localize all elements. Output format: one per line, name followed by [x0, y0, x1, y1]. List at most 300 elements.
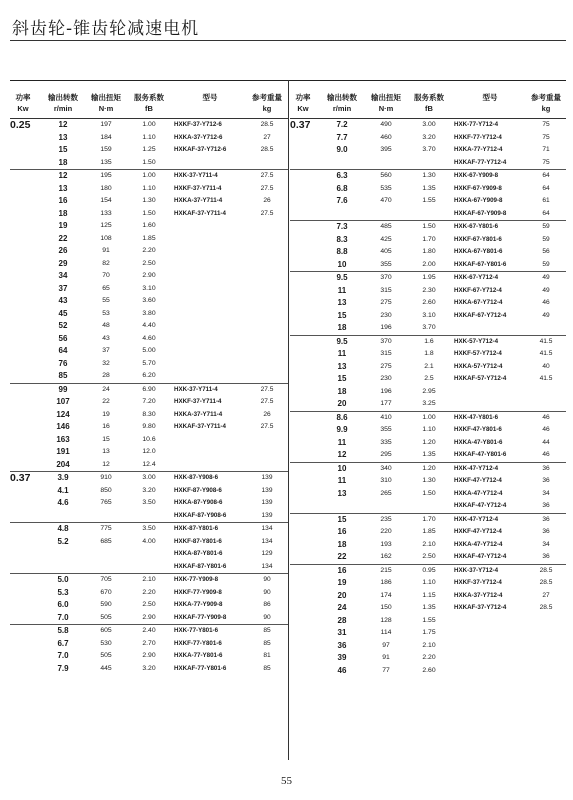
weight-cell: 90: [263, 576, 271, 583]
table-row: [290, 169, 566, 183]
model-cell: HXK-67-Y801-6: [454, 223, 499, 230]
torque-cell: 22: [102, 398, 110, 405]
speed-cell: 15: [58, 145, 68, 154]
model-cell: HXKA-87-Y908-6: [174, 499, 223, 506]
header-model: [174, 92, 246, 103]
torque-cell: 560: [380, 172, 392, 179]
service-factor-cell: 3.00: [422, 121, 436, 128]
speed-cell: 18: [337, 323, 347, 332]
model-cell: HXKAF-77-Y909-8: [174, 613, 227, 621]
model-cell: HXKF-87-Y801-6: [174, 537, 222, 545]
weight-cell: 86: [263, 601, 271, 608]
torque-cell: 215: [380, 566, 392, 574]
torque-cell: 135: [100, 158, 112, 166]
service-factor-cell: 1.35: [422, 451, 436, 458]
header-label: 功率: [295, 93, 311, 102]
table-row: [290, 590, 566, 603]
speed-cell: 15: [337, 310, 347, 320]
table-row: [290, 310, 566, 323]
weight-cell: 49: [542, 274, 550, 281]
weight-cell: 139: [261, 486, 273, 494]
table-row: [290, 665, 566, 678]
speed-cell: 15: [337, 374, 347, 383]
speed-cell: 31: [337, 628, 347, 637]
speed-cell: 18: [58, 208, 68, 218]
torque-cell: 340: [380, 464, 392, 472]
speed-cell: 20: [337, 590, 347, 600]
weight-cell: 28.5: [260, 146, 274, 153]
weight-cell: 85: [263, 639, 271, 647]
table-row: [290, 386, 566, 399]
weight-cell: 36: [542, 464, 550, 472]
header-unit: fB: [145, 104, 153, 113]
model-cell: HXK-37-Y711-4: [174, 385, 218, 393]
speed-cell: 99: [58, 384, 68, 394]
header-unit: r/min: [53, 104, 73, 113]
speed-cell: 85: [58, 371, 68, 380]
service-factor-cell: 6.20: [142, 372, 156, 379]
header-unit: fB: [425, 104, 433, 113]
torque-cell: 91: [382, 654, 390, 661]
table-row: [10, 471, 288, 485]
table-row: [290, 602, 566, 615]
speed-cell: 46: [337, 665, 347, 675]
torque-cell: 410: [380, 413, 392, 421]
service-factor-cell: 1.6: [424, 337, 434, 345]
torque-cell: 275: [380, 299, 392, 306]
table-row: [10, 485, 288, 498]
weight-cell: 36: [542, 528, 550, 535]
torque-cell: 220: [380, 528, 392, 535]
torque-cell: 13: [102, 448, 110, 455]
speed-cell: 19: [58, 221, 68, 230]
header-speed: [320, 92, 364, 114]
weight-cell: 134: [261, 525, 273, 532]
weight-cell: 56: [542, 248, 550, 255]
service-factor-cell: 2.50: [142, 601, 156, 608]
service-factor-cell: 1.85: [142, 234, 156, 242]
speed-cell: 4.6: [57, 498, 69, 507]
torque-cell: 108: [100, 234, 112, 242]
service-factor-cell: 2.60: [422, 299, 436, 306]
torque-cell: 490: [380, 121, 392, 128]
service-factor-cell: 1.50: [422, 489, 436, 497]
speed-cell: 163: [56, 434, 70, 444]
weight-cell: 49: [542, 286, 550, 294]
weight-cell: 90: [263, 588, 271, 596]
weight-cell: 27.5: [260, 172, 274, 179]
table-row: [10, 370, 288, 383]
speed-cell: 16: [337, 527, 347, 536]
service-factor-cell: 1.60: [142, 222, 156, 229]
table-row: [10, 132, 288, 145]
model-cell: HXK-87-Y801-6: [174, 525, 219, 532]
torque-cell: 196: [380, 387, 392, 395]
torque-cell: 445: [100, 664, 112, 672]
speed-cell: 5.0: [57, 575, 69, 584]
torque-cell: 133: [100, 209, 112, 217]
model-cell: HXKA-67-Y909-8: [454, 197, 503, 204]
table-row: [290, 373, 566, 386]
service-factor-cell: 6.90: [142, 385, 156, 393]
service-factor-cell: 1.00: [422, 413, 436, 421]
speed-cell: 18: [337, 539, 347, 549]
model-cell: HXK-47-Y801-6: [454, 413, 499, 421]
speed-cell: 18: [58, 157, 68, 167]
header-model: [454, 92, 526, 103]
header-label: 服务系数: [414, 93, 444, 102]
service-factor-cell: 3.20: [422, 133, 436, 141]
table-body: [10, 119, 288, 675]
model-cell: HXKA-77-Y801-6: [174, 652, 223, 659]
service-factor-cell: 3.60: [142, 297, 156, 304]
model-cell: HXKF-67-Y801-6: [454, 235, 502, 243]
model-cell: HXK-67-Y909-8: [454, 172, 499, 179]
torque-cell: 154: [100, 197, 112, 204]
torque-cell: 19: [102, 410, 110, 418]
weight-cell: 28.5: [539, 604, 553, 611]
torque-cell: 174: [380, 591, 392, 599]
table-row: [10, 270, 288, 283]
speed-cell: 191: [56, 447, 70, 456]
table-row: [10, 233, 288, 246]
page-title: 斜齿轮-锥齿轮减速电机: [12, 19, 200, 39]
table-row: [10, 587, 288, 600]
weight-cell: 46: [542, 451, 550, 458]
speed-cell: 5.8: [57, 626, 69, 635]
table-row: [290, 335, 566, 349]
header-power: [10, 92, 36, 114]
torque-cell: 425: [380, 235, 392, 243]
speed-cell: 8.8: [336, 247, 348, 256]
speed-cell: 11: [337, 349, 347, 358]
weight-cell: 41.5: [539, 337, 553, 345]
speed-cell: 39: [337, 653, 347, 662]
model-cell: HXKA-37-Y711-4: [174, 410, 223, 418]
model-cell: HXKAF-37-Y711-4: [174, 209, 226, 217]
weight-cell: 27.5: [260, 184, 274, 192]
weight-cell: 75: [542, 121, 550, 128]
torque-cell: 705: [100, 576, 112, 583]
torque-cell: 775: [100, 525, 112, 532]
table-row: [10, 522, 288, 536]
service-factor-cell: 1.55: [422, 197, 436, 204]
speed-cell: 11: [337, 476, 347, 485]
model-cell: HXK-47-Y712-4: [454, 464, 499, 472]
torque-cell: 180: [100, 184, 112, 192]
weight-cell: 75: [542, 133, 550, 141]
model-cell: HXKA-67-Y801-6: [454, 248, 503, 255]
torque-cell: 275: [380, 362, 392, 370]
service-factor-cell: 12.0: [142, 448, 156, 455]
model-cell: HXKAF-47-Y712-4: [454, 502, 507, 509]
speed-cell: 19: [337, 578, 347, 587]
table-row: [10, 573, 288, 587]
speed-cell: 9.9: [336, 425, 348, 434]
torque-cell: 505: [100, 613, 112, 621]
table-row: [290, 183, 566, 196]
table-row: [10, 245, 288, 258]
model-cell: HXKA-47-Y801-6: [454, 438, 503, 446]
weight-cell: 26: [263, 410, 271, 418]
torque-cell: 55: [102, 297, 110, 304]
torque-cell: 505: [100, 652, 112, 659]
weight-cell: 134: [261, 562, 273, 570]
torque-cell: 530: [100, 639, 112, 647]
table-body: [290, 119, 566, 677]
model-cell: HXKAF-47-Y712-4: [454, 553, 507, 560]
model-cell: HXKF-67-Y909-8: [454, 184, 502, 192]
header-label: 型号: [202, 93, 218, 102]
torque-cell: 37: [102, 347, 110, 354]
weight-cell: 28.5: [539, 566, 553, 574]
weight-cell: 90: [263, 613, 271, 621]
model-cell: HXKF-57-Y712-4: [454, 350, 502, 357]
service-factor-cell: 2.70: [142, 639, 156, 647]
model-cell: HXKF-47-Y801-6: [454, 426, 502, 433]
service-factor-cell: 1.10: [422, 579, 436, 586]
table-row: [10, 624, 288, 638]
table-row: [290, 322, 566, 335]
torque-cell: 16: [102, 423, 110, 430]
service-factor-cell: 1.35: [422, 604, 436, 611]
table-row: [290, 615, 566, 628]
torque-cell: 405: [380, 248, 392, 255]
page-number: 55: [281, 775, 292, 787]
header-label: 输出扭矩: [371, 93, 401, 102]
service-factor-cell: 3.50: [142, 525, 156, 532]
table-row: [10, 459, 288, 472]
service-factor-cell: 3.70: [422, 146, 436, 153]
table-row: [10, 183, 288, 196]
table-row: [10, 195, 288, 208]
speed-cell: 4.1: [57, 485, 69, 495]
table-row: [10, 548, 288, 561]
speed-cell: 28: [337, 615, 347, 625]
speed-cell: 6.3: [336, 171, 348, 180]
speed-cell: 204: [56, 459, 70, 469]
service-factor-cell: 8.30: [142, 410, 156, 418]
speed-cell: 12: [337, 450, 347, 459]
service-factor-cell: 2.50: [142, 259, 156, 267]
speed-cell: 7.0: [57, 612, 69, 622]
header-speed: [40, 92, 86, 114]
table-row: [10, 383, 288, 397]
speed-cell: 146: [56, 422, 70, 431]
table-row: [290, 652, 566, 665]
model-cell: HXKAF-47-Y801-6: [454, 451, 507, 458]
speed-cell: 7.0: [57, 651, 69, 660]
speed-cell: 6.8: [336, 183, 348, 193]
table-row: [290, 449, 566, 462]
title-underline: [10, 40, 566, 41]
service-factor-cell: 1.50: [142, 209, 156, 217]
table-row: [290, 551, 566, 564]
torque-cell: 24: [102, 385, 110, 393]
service-factor-cell: 2.90: [142, 272, 156, 279]
service-factor-cell: 1.10: [142, 133, 156, 141]
table-row: [290, 157, 566, 170]
service-factor-cell: 1.20: [422, 464, 436, 472]
torque-cell: 590: [100, 601, 112, 608]
speed-cell: 43: [58, 296, 68, 305]
torque-cell: 535: [380, 184, 392, 192]
service-factor-cell: 12.4: [142, 460, 156, 468]
torque-cell: 65: [102, 284, 110, 292]
table-row: [290, 119, 566, 132]
speed-cell: 7.2: [336, 120, 348, 129]
speed-cell: 34: [58, 271, 68, 280]
torque-cell: 370: [380, 337, 392, 345]
weight-cell: 64: [542, 172, 550, 179]
torque-cell: 315: [380, 286, 392, 294]
header-unit: kg: [541, 104, 551, 113]
speed-cell: 7.6: [336, 196, 348, 205]
power-cell: 0.37: [290, 119, 311, 131]
model-cell: HXKA-37-Y712-6: [174, 133, 223, 141]
speed-cell: 64: [58, 346, 68, 355]
speed-cell: 12: [58, 120, 68, 129]
torque-cell: 765: [100, 499, 112, 506]
service-factor-cell: 1.10: [422, 426, 436, 433]
table-row: [10, 409, 288, 422]
table-row: [10, 345, 288, 358]
model-cell: HXKA-77-Y712-4: [454, 146, 503, 153]
table-row: [10, 650, 288, 663]
header-torque: [366, 92, 406, 114]
table-row: [290, 411, 566, 425]
torque-cell: 230: [380, 311, 392, 319]
table-row: [290, 539, 566, 552]
torque-cell: 685: [100, 537, 112, 545]
weight-cell: 139: [261, 499, 273, 506]
model-cell: HXKA-37-Y711-4: [174, 197, 223, 204]
speed-cell: 76: [58, 358, 68, 368]
service-factor-cell: 3.80: [142, 309, 156, 317]
table-row: [10, 320, 288, 333]
torque-cell: 335: [380, 438, 392, 446]
model-cell: HXKAF-87-Y908-6: [174, 511, 227, 519]
service-factor-cell: 3.10: [142, 284, 156, 292]
service-factor-cell: 1.85: [422, 528, 436, 535]
speed-cell: 22: [337, 552, 347, 561]
service-factor-cell: 2.90: [142, 613, 156, 621]
header-label: 型号: [482, 93, 498, 102]
header-label: 功率: [15, 93, 31, 102]
service-factor-cell: 1.00: [142, 121, 156, 128]
weight-cell: 46: [542, 413, 550, 421]
table-row: [10, 536, 288, 549]
service-factor-cell: 1.55: [422, 616, 436, 624]
torque-cell: 162: [380, 553, 392, 560]
model-cell: HXK-87-Y908-6: [174, 474, 219, 481]
speed-cell: 3.9: [57, 473, 69, 482]
model-cell: HXKA-37-Y712-4: [454, 591, 503, 599]
header-weight: [528, 92, 564, 114]
table-row: [10, 663, 288, 676]
torque-cell: 315: [380, 350, 392, 357]
weight-cell: 64: [542, 184, 550, 192]
table-row: [290, 259, 566, 272]
model-cell: HXK-37-Y711-4: [174, 172, 218, 179]
torque-cell: 70: [102, 272, 110, 279]
model-cell: HXKA-87-Y801-6: [174, 550, 223, 557]
table-row: [10, 599, 288, 612]
speed-cell: 20: [337, 399, 347, 408]
weight-cell: 34: [542, 489, 550, 497]
table-row: [10, 220, 288, 233]
model-cell: HXKF-37-Y711-4: [174, 184, 222, 192]
weight-cell: 34: [542, 540, 550, 548]
table-row: [290, 437, 566, 450]
torque-cell: 605: [100, 627, 112, 634]
speed-cell: 11: [337, 437, 347, 447]
weight-cell: 75: [542, 158, 550, 166]
table-row: [290, 144, 566, 157]
model-cell: HXK-57-Y712-4: [454, 337, 499, 345]
speed-cell: 16: [58, 196, 68, 205]
service-factor-cell: 1.30: [142, 197, 156, 204]
model-cell: HXKAF-67-Y712-4: [454, 311, 507, 319]
service-factor-cell: 3.20: [142, 664, 156, 672]
torque-cell: 97: [382, 641, 390, 649]
torque-cell: 28: [102, 372, 110, 379]
model-cell: HXKF-77-Y801-6: [174, 639, 222, 647]
service-factor-cell: 1.15: [422, 591, 436, 599]
weight-cell: 64: [542, 209, 550, 217]
weight-cell: 134: [261, 537, 273, 545]
speed-cell: 56: [58, 333, 68, 343]
weight-cell: 59: [542, 260, 550, 268]
table-row: [290, 285, 566, 298]
service-factor-cell: 3.00: [142, 474, 156, 481]
table-row: [10, 396, 288, 409]
service-factor-cell: 1.50: [422, 223, 436, 230]
speed-cell: 13: [337, 298, 347, 307]
service-factor-cell: 2.10: [142, 576, 156, 583]
model-cell: HXKAF-67-Y909-8: [454, 209, 507, 217]
table-row: [290, 640, 566, 653]
weight-cell: 27.5: [260, 423, 274, 430]
table-row: [10, 421, 288, 434]
right-table: [290, 92, 566, 677]
table-row: [10, 144, 288, 157]
weight-cell: 27: [542, 591, 550, 599]
torque-cell: 193: [380, 540, 392, 548]
torque-cell: 91: [102, 247, 110, 254]
table-row: [10, 434, 288, 447]
table-column-divider: [288, 80, 289, 760]
weight-cell: 59: [542, 235, 550, 243]
table-row: [290, 424, 566, 437]
model-cell: HXKAF-87-Y801-6: [174, 562, 227, 570]
weight-cell: 49: [542, 311, 550, 319]
speed-cell: 45: [58, 308, 68, 318]
torque-cell: 150: [380, 604, 392, 611]
service-factor-cell: 1.35: [422, 184, 436, 192]
speed-cell: 107: [56, 397, 70, 406]
weight-cell: 85: [263, 664, 271, 672]
table-row: [290, 271, 566, 285]
header-power: [290, 92, 316, 114]
table-header: [290, 92, 566, 119]
speed-cell: 7.3: [336, 222, 348, 231]
torque-cell: 265: [380, 489, 392, 497]
power-cell: 0.25: [10, 119, 31, 131]
weight-cell: 27.5: [260, 385, 274, 393]
torque-cell: 128: [380, 616, 392, 624]
speed-cell: 8.3: [336, 234, 348, 244]
